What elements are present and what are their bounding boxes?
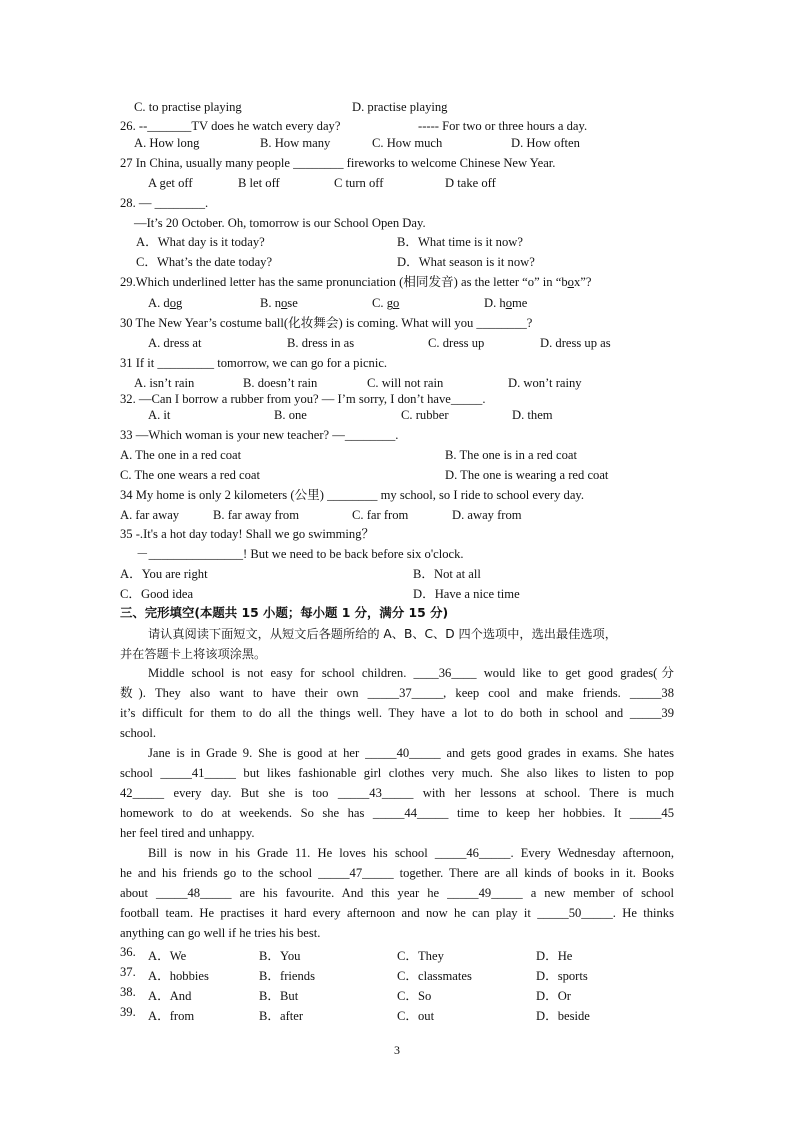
cloze-option-c: C．So [397, 989, 432, 1003]
passage-line: school. [120, 726, 157, 740]
q27-option-c: C turn off [334, 176, 384, 190]
q29-stem: 29.Which underlined letter has the same pronunciation (相同发音) as the letter “o” in “box”? [120, 275, 592, 289]
q28-option-b: B．What time is it now? [397, 235, 523, 249]
passage-line: Jane is in Grade 9. She is good at her _____40_____ and gets good grades in exams. She hates [148, 746, 674, 760]
cloze-option-a: A．from [148, 1009, 195, 1023]
cloze-option-a: A．And [148, 989, 192, 1003]
q31-option-d: D. won’t rainy [508, 376, 582, 390]
passage-line: football team. He practises it hard every afternoon and now he can play it _____50_____. He thinks [120, 906, 674, 920]
q30-option-b: B. dress in as [287, 336, 355, 350]
q35-option-d: D．Have a nice time [413, 587, 520, 601]
passage-line: her feel tired and unhappy. [120, 826, 255, 840]
passage-line: about _____48_____ are his favourite. And this year he _____49_____ a new member of school [120, 886, 674, 900]
q27-option-d: D take off [445, 176, 496, 190]
q28-response: —It’s 20 October. Oh, tomorrow is our School Open Day. [134, 216, 426, 230]
q25-option-c: C. to practise playing [134, 100, 242, 114]
q35-option-a: A．You are right [120, 567, 208, 581]
cloze-option-c: C．out [397, 1009, 435, 1023]
q26-option-c: C. How much [372, 136, 443, 150]
q28-option-d: D．What season is it now? [397, 255, 535, 269]
q32-stem: 32. —Can I borrow a rubber from you? — I’m sorry, I don’t have_____. [120, 392, 486, 406]
cloze-option-d: D．Or [536, 989, 571, 1003]
q32-option-d: D. them [512, 408, 553, 422]
cloze-number: 36. [120, 945, 136, 959]
q29-option-c: C. go [372, 296, 400, 310]
q26-stem: 26. --_______TV does he watch every day? [120, 119, 341, 133]
q28-option-a: A．What day is it today? [136, 235, 265, 249]
q31-option-c: C. will not rain [367, 376, 444, 390]
q28-option-c: C．What’s the date today? [136, 255, 273, 269]
passage-line: Bill is now in his Grade 11. He loves his school _____46_____. Every Wednesday afternoon, [148, 846, 674, 860]
q34-option-a: A. far away [120, 508, 180, 522]
passage-line: Middle school is not easy for school children. ____36____ would like to get good grades(分 [148, 666, 674, 680]
q32-option-c: C. rubber [401, 408, 449, 422]
q33-option-a: A. The one in a red coat [120, 448, 242, 462]
cloze-option-d: D．sports [536, 969, 588, 983]
q26-option-a: A. How long [134, 136, 200, 150]
q35-option-b: B．Not at all [413, 567, 481, 581]
q31-stem: 31 If it _________ tomorrow, we can go for a picnic. [120, 356, 388, 370]
q35-response: －_______________! But we need to be back before six o'clock. [136, 547, 464, 561]
q33-option-c: C. The one wears a red coat [120, 468, 260, 482]
q35-stem: 35 -.It's a hot day today! Shall we go swimming？ [120, 527, 375, 541]
passage-line: 42_____ every day. But she is too _____43_____ with her lessons at school. There is much [120, 786, 675, 800]
passage-line: anything can go well if he tries his best. [120, 926, 321, 940]
q33-option-b: B. The one is in a red coat [445, 448, 577, 462]
q29-option-a: A. dog [148, 296, 183, 310]
q27-stem: 27 In China, usually many people ________ fireworks to welcome Chinese New Year. [120, 156, 556, 170]
instruction-line: 请认真阅读下面短文，从短文后各题所给的 A、B、C、D 四个选项中，选出最佳选项， [148, 627, 617, 641]
cloze-option-b: B．friends [259, 969, 315, 983]
cloze-option-a: A．We [148, 949, 187, 963]
cloze-option-d: D．beside [536, 1009, 590, 1023]
q34-option-b: B. far away from [213, 508, 300, 522]
q30-stem: 30 The New Year’s costume ball(化妆舞会) is coming. What will you ________? [120, 316, 533, 330]
instruction-line: 并在答题卡上将该项涂黑。 [120, 647, 267, 661]
cloze-option-b: B．You [259, 949, 301, 963]
q29-option-b: B. nose [260, 296, 298, 310]
passage-line: he and his friends go to the school _____47_____ together. There are all kinds of books in it. Books [120, 866, 675, 880]
q29-option-d: D. home [484, 296, 528, 310]
q27-option-b: B let off [238, 176, 280, 190]
page-number: 3 [394, 1043, 400, 1057]
cloze-number: 38. [120, 985, 136, 999]
cloze-option-c: C．They [397, 949, 444, 963]
q28-stem: 28. — ________. [120, 196, 209, 210]
q26-option-b: B. How many [260, 136, 331, 150]
cloze-option-d: D．He [536, 949, 573, 963]
q32-option-b: B. one [274, 408, 307, 422]
cloze-option-a: A．hobbies [148, 969, 209, 983]
q26-option-d: D. How often [511, 136, 580, 150]
q31-option-b: B. doesn’t rain [243, 376, 318, 390]
cloze-option-b: B．after [259, 1009, 304, 1023]
cloze-number: 39. [120, 1005, 136, 1019]
q26-answer-line: ----- For two or three hours a day. [418, 119, 588, 133]
q30-option-a: A. dress at [148, 336, 202, 350]
q33-stem: 33 —Which woman is your new teacher? —________. [120, 428, 399, 442]
section-heading: 三、完形填空(本题共 15 小题；每小题 1 分，满分 15 分) [120, 605, 449, 620]
q33-option-d: D. The one is wearing a red coat [445, 468, 609, 482]
q35-option-c: C．Good idea [120, 587, 194, 601]
q34-option-c: C. far from [352, 508, 409, 522]
q30-option-c: C. dress up [428, 336, 485, 350]
q31-option-a: A. isn’t rain [134, 376, 195, 390]
cloze-option-b: B．But [259, 989, 299, 1003]
passage-line: 数). They also want to have their own _____37_____, keep cool and make friends. _____38 [120, 686, 674, 700]
cloze-number: 37. [120, 965, 136, 979]
passage-line: school _____41_____ but likes fashionable girl clothes very much. She also likes to listen to pop [120, 766, 674, 780]
passage-line: homework to do at weekends. So she has _____44_____ time to keep her hobbies. It _____45 [120, 806, 674, 820]
cloze-option-c: C．classmates [397, 969, 472, 983]
q27-option-a: A get off [148, 176, 193, 190]
q25-option-d: D. practise playing [352, 100, 448, 114]
q32-option-a: A. it [148, 408, 171, 422]
passage-line: it’s difficult for them to do all the things well. They have a lot to do both in school and _____39 [120, 706, 674, 720]
q34-stem: 34 My home is only 2 kilometers (公里) ________ my school, so I ride to school every day. [120, 488, 585, 502]
q30-option-d: D. dress up as [540, 336, 611, 350]
q34-option-d: D. away from [452, 508, 522, 522]
